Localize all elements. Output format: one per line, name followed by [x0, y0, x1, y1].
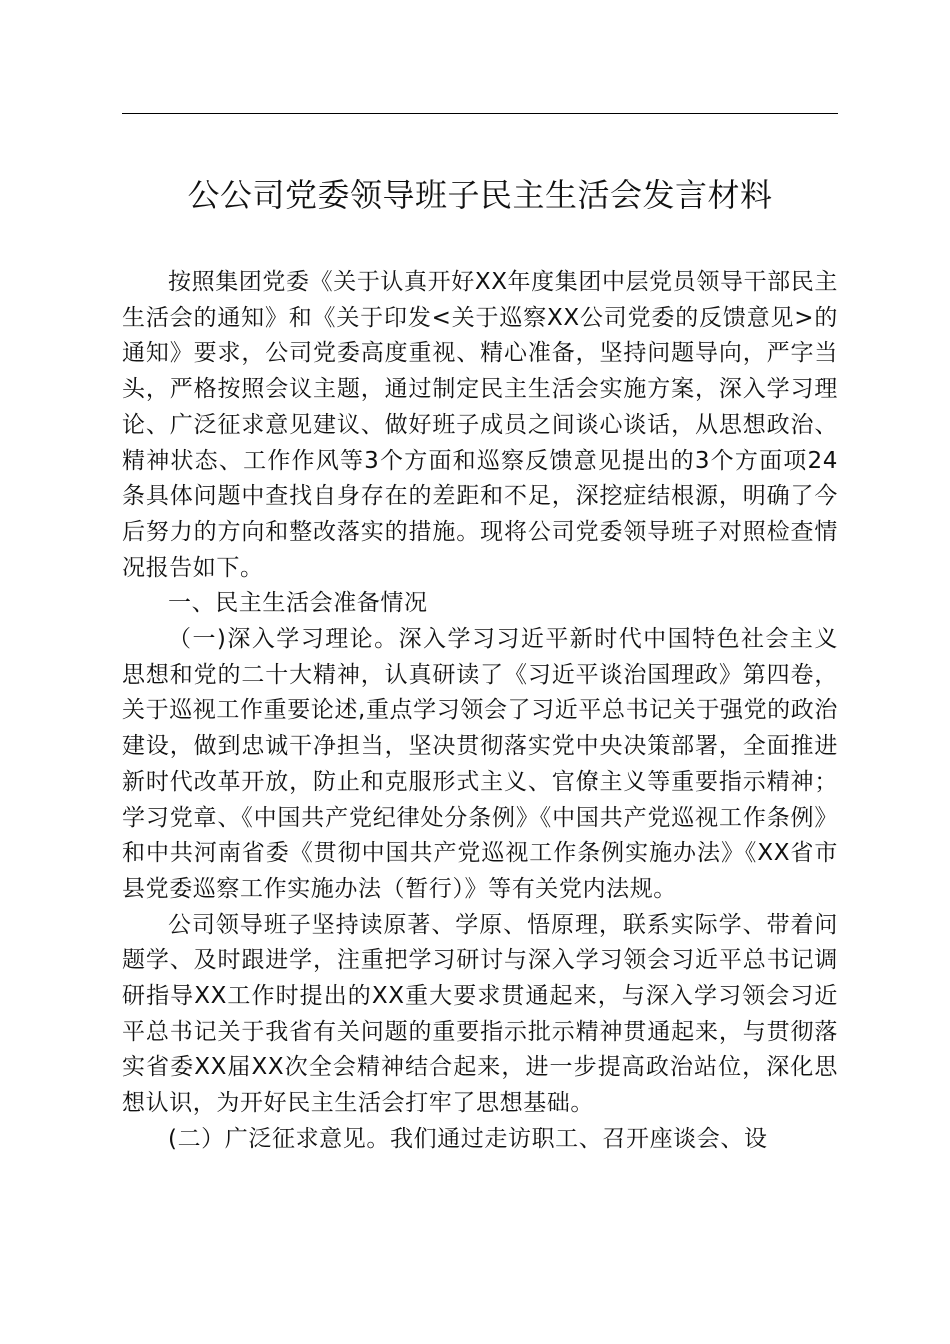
section-heading-preparation: 一、民主生活会准备情况 — [168, 590, 428, 617]
paragraph-intro: 按照集团党委《关于认真开好XX年度集团中层党员领导干部民主生活会的通知》和《关于印发<关于巡察XX公司党委的反馈意见>的通知》要求，公司党委高度重视、精心准备，坚持问题导向，严字当头，严格按照会议主题，通过制定民主生活会实施方案，深入学习理论、广泛征求意见建议、做好班子成员之间谈心谈话，从思想政治、精神状态、工作作风等3个方面和巡察反馈意见提出的3个方面项24条具体问题中查找自身存在的差距和不足，深挖症结根源，明确了今后努力的方向和整改落实的措施。现将公司党委领导班子对照检查情况报告如下。 — [122, 269, 838, 581]
paragraph-study-theory: （一)深入学习理论。深入学习习近平新时代中国特色社会主义思想和党的二十大精神，认真研读了《习近平谈治国理政》第四卷，关于巡视工作重要论述,重点学习领会了习近平总书记关于强党的政治建设，做到忠诚干净担当，坚决贯彻落实党中央决策部署，全面推进新时代改革开放，防止和克服形式主义、官僚主义等重要指示精神；学习党章、《中国共产党纪律处分条例》《中国共产党巡视工作条例》和中共河南省委《贯彻中国共产党巡视工作条例实施办法》《XX省市县党委巡察工作实施办法（暂行）》等有关党内法规。 — [122, 626, 838, 902]
paragraph-solicit-opinions: (二）广泛征求意见。我们通过走访职工、召开座谈会、设 — [168, 1125, 768, 1152]
document-body — [122, 265, 838, 1158]
paragraph-leadership-study: 公司领导班子坚持读原著、学原、悟原理，联系实际学、带着问题学、及时跟进学，注重把学习研讨与深入学习领会习近平总书记调研指导XX工作时提出的XX重大要求贯通起来，与深入学习领会习近平总书记关于我省有关问题的重要指示批示精神贯通起来，与贯彻落实省委XX届XX次全会精神结合起来，进一步提高政治站位，深化思想认识，为开好民主生活会打牢了思想基础。 — [122, 911, 838, 1117]
document-title: 公公司党委领导班子民主生活会发言材料 — [187, 176, 773, 214]
header-rule — [122, 113, 838, 114]
